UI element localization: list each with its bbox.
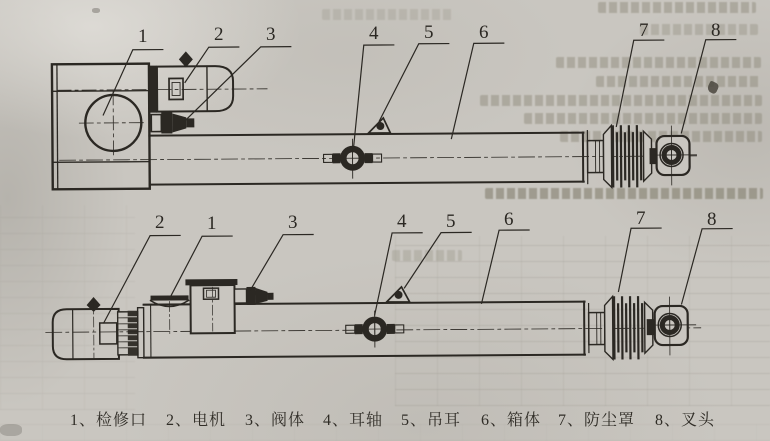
callout-number: 1 [138, 26, 148, 47]
legend-item: 2、电机 [166, 412, 227, 429]
callout-number: 8 [707, 209, 717, 230]
callout-number: 7 [636, 208, 646, 229]
callout-number: 3 [288, 212, 298, 233]
dust-cover-bellows-side-view [605, 296, 653, 359]
callout-number: 3 [266, 24, 276, 45]
callout-number: 8 [711, 20, 721, 41]
callout-number: 6 [504, 209, 514, 230]
callout-number: 4 [397, 211, 407, 232]
lifting-lug-side-view [386, 287, 409, 302]
legend-item: 8、叉头 [655, 412, 716, 429]
inspection-cover [151, 295, 189, 333]
legend-item: 4、耳轴 [323, 412, 384, 429]
ribbed-coupling [118, 308, 144, 358]
callout-number: 2 [214, 24, 224, 45]
trunnion-side-view [346, 311, 404, 347]
gear-box [52, 64, 150, 190]
legend-item: 6、箱体 [481, 412, 542, 429]
callout-number: 4 [369, 23, 379, 44]
callout-number: 7 [639, 20, 649, 41]
legend-item: 3、阀体 [245, 412, 306, 429]
valve-body [185, 279, 273, 334]
motor-top-view [57, 51, 267, 113]
fork-head-top-view [649, 126, 696, 185]
callout-number: 5 [424, 22, 434, 43]
callout-number: 6 [479, 22, 489, 43]
legend-item: 1、检修口 [70, 412, 148, 429]
motor-side-view [53, 297, 119, 359]
callout-number: 1 [207, 213, 217, 234]
legend-item: 5、吊耳 [401, 412, 462, 429]
inspection-port-circle [79, 91, 147, 155]
fork-head-side-view [647, 297, 696, 355]
top-view-drawing [52, 40, 737, 192]
callout-number: 2 [155, 212, 165, 233]
bottom-view-drawing [45, 228, 733, 364]
trunnion-top-view [323, 139, 381, 178]
callout-number: 5 [446, 211, 456, 232]
legend-item: 7、防尘罩 [558, 412, 636, 429]
valve-fitting-top-view [151, 112, 194, 133]
eyebolt [179, 51, 193, 67]
